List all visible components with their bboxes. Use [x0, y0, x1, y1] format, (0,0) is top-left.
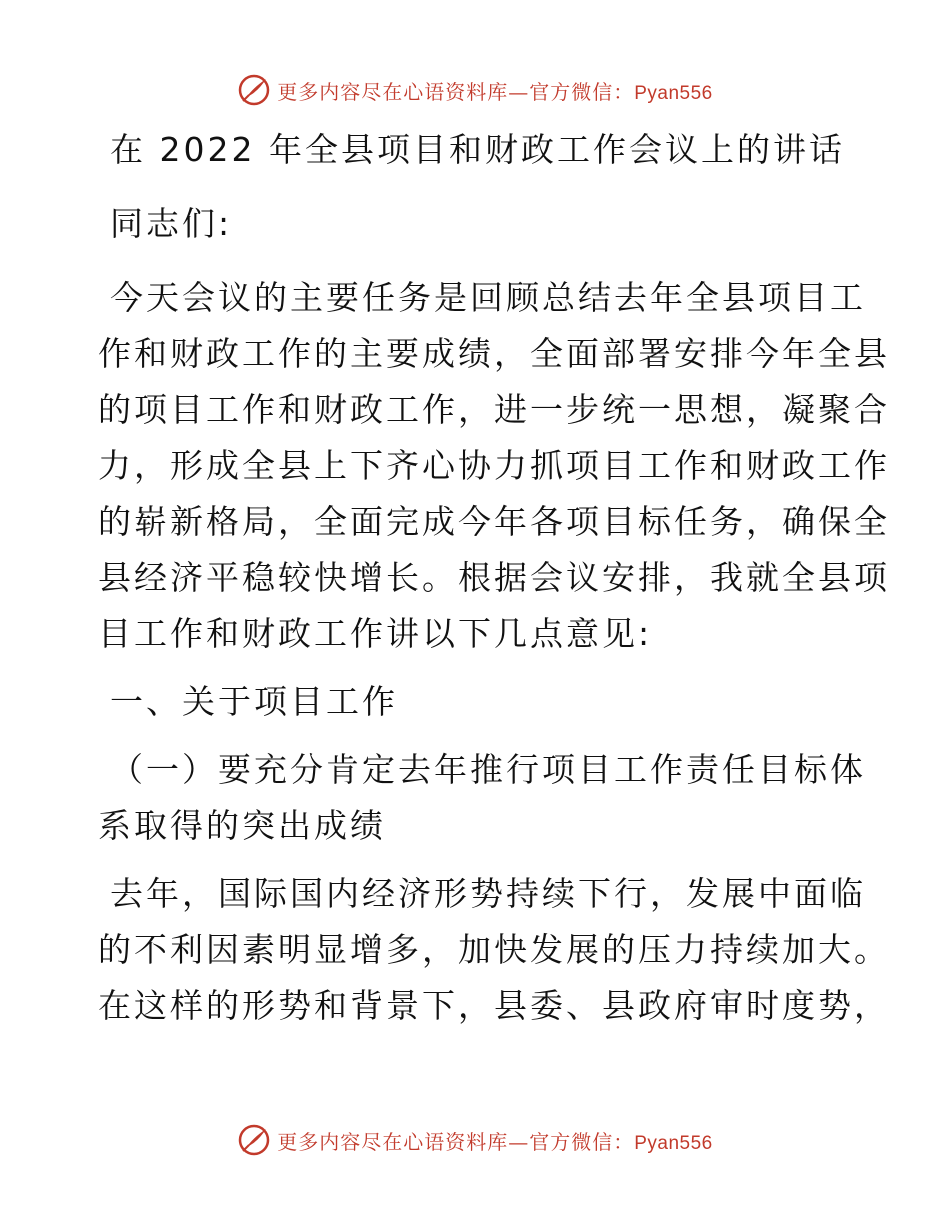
- footer-watermark: [0, 1120, 950, 1160]
- body-paragraph: [98, 866, 890, 1034]
- intro-paragraph: [98, 270, 890, 662]
- watermark-text: 更多内容尽在心语资料库—官方微信：Pyan556: [277, 79, 713, 104]
- text-line: 去年，国际国内经济形势持续下行，发展中面临: [110, 874, 866, 913]
- header-watermark: [0, 70, 950, 110]
- text-line: 力，形成全县上下齐心协力抓项目工作和财政工作: [98, 446, 890, 485]
- text-line: 的项目工作和财政工作，进一步统一思想，凝聚合: [98, 390, 890, 429]
- watermark-text: 更多内容尽在心语资料库—官方微信：Pyan556: [277, 1129, 713, 1154]
- feather-logo-icon: [237, 1123, 271, 1157]
- salutation: 同志们:: [110, 204, 233, 243]
- text-line: 在这样的形势和背景下，县委、县政府审时度势，: [98, 986, 890, 1025]
- section-heading: 一、关于项目工作: [110, 682, 398, 721]
- document-title: 在 2022 年全县项目和财政工作会议上的讲话: [110, 130, 845, 169]
- text-line: 的崭新格局，全面完成今年各项目标任务，确保全: [98, 502, 890, 541]
- document-body: [98, 122, 890, 1034]
- text-line: 的不利因素明显增多，加快发展的压力持续加大。: [98, 930, 890, 969]
- text-line: 今天会议的主要任务是回顾总结去年全县项目工: [110, 278, 866, 317]
- text-line: 系取得的突出成绩: [98, 806, 386, 845]
- text-line: 作和财政工作的主要成绩，全面部署安排今年全县: [98, 334, 890, 373]
- feather-logo-icon: [237, 73, 271, 107]
- text-line: 目工作和财政工作讲以下几点意见:: [98, 614, 653, 653]
- text-line: （一）要充分肯定去年推行项目工作责任目标体: [110, 750, 866, 789]
- subsection-heading: [98, 742, 866, 854]
- text-line: 县经济平稳较快增长。根据会议安排，我就全县项: [98, 558, 890, 597]
